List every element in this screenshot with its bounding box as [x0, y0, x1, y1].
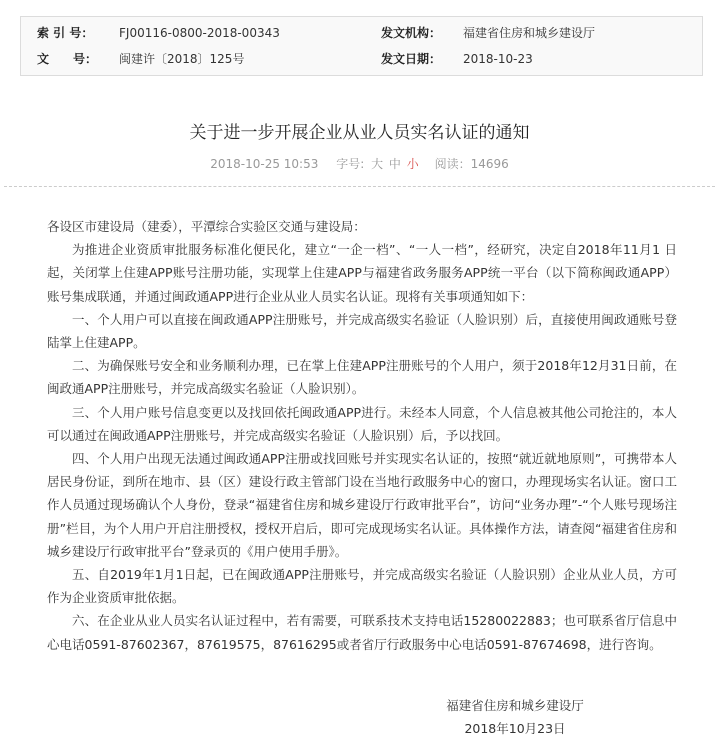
- font-size-small-link[interactable]: 小: [406, 157, 419, 171]
- paragraph-item-3: 三、个人用户账号信息变更以及找回依托闽政通APP进行。未经本人同意，个人信息被其他公司抢注的，本人可以通过在闽政通APP注册账号，并完成高级实名验证（人脸识别）后，予以找回。: [47, 404, 677, 443]
- paragraph-item-4: 四、个人用户出现无法通过闽政通APP注册或找回账号并实现实名认证的，按照“就近就地原则”，可携带本人居民身份证，到所在地市、县（区）建设行政主管部门设在当地行政服务中心的窗口，办理现场实名认证。窗口工作人员通过现场确认个人身份，登录“福建省住房和城乡建设厅行政审批平台”，访问“业务办理”-“个人账号现场注册”栏目，为个人用户开启注册授权，授权开启后，即可完成现场实名认证。具体操作方法，请查阅“福建省住房和城乡建设厅行政审批平台”登录页的《用户使用手册》。: [47, 451, 677, 559]
- header-divider: [4, 186, 715, 187]
- issue-date-label: 发文日期：: [381, 52, 442, 66]
- font-size-control: [328, 157, 423, 171]
- meta-row-2: [21, 45, 702, 73]
- issuing-agency-label: 发文机构：: [381, 26, 442, 40]
- index-number-label: 索 引 号：: [37, 26, 94, 40]
- paragraph-item-1: 一、个人用户可以直接在闽政通APP注册账号，并完成高级实名验证（人脸识别）后，直接使用闽政通账号登陆掌上住建APP。: [47, 311, 677, 351]
- document-number-label: 文 号：: [37, 52, 98, 66]
- paragraph-intro: 为推进企业资质审批服务标准化便民化，建立“一企一档”、“一人一档”，经研究，决定自2018年11月1 日起，关闭掌上住建APP账号注册功能，实现掌上住建APP与福建省政务服务APP统一平台（以下简称闽政通APP）账号集成联通，并通过闽政通APP进行企业从业人员实名认证。现将有关事项通知如下：: [47, 242, 677, 304]
- signature-date: 2018年10月23日: [464, 721, 566, 736]
- document-number-value: 闽建许〔2018〕125号: [119, 52, 245, 66]
- font-size-large-link[interactable]: 大: [371, 157, 384, 171]
- article-body: [47, 215, 677, 656]
- font-size-medium-link[interactable]: 中: [388, 157, 401, 171]
- paragraph-item-5: 五、自2019年1月1日起，已在闽政通APP注册账号，并完成高级实名验证（人脸识别）企业从业人员，方可作为企业资质审批依据。: [47, 567, 677, 606]
- signature-org: 福建省住房和城乡建设厅: [446, 698, 584, 713]
- publish-time: 2018-10-25 10:53: [210, 157, 319, 171]
- meta-row-1: [21, 19, 702, 47]
- paragraph-item-2: 二、为确保账号安全和业务顺利办理，已在掌上住建APP注册账号的个人用户，须于2018年12月31日前，在闽政通APP注册账号，并完成高级实名验证（人脸识别）。: [47, 358, 677, 397]
- paragraph-item-6: 六、在企业从业人员实名认证过程中，若有需要，可联系技术支持电话15280022883；也可联系省厅信息中心电话0591-87602367，87619575，87616295或者省厅行政服务中心电话0591-87674698，进行咨询。: [47, 613, 677, 652]
- salutation: 各设区市建设局（建委），平潭综合实验区交通与建设局：: [47, 219, 366, 234]
- issue-date-value: 2018-10-23: [463, 52, 533, 66]
- article-info-bar: [0, 156, 719, 172]
- signature-block: [420, 694, 610, 740]
- index-number-value: FJ00116-0800-2018-00343: [119, 26, 280, 40]
- view-count: 阅读：14696: [434, 157, 509, 171]
- font-size-label: 字号:: [336, 157, 365, 171]
- issuing-agency-value: 福建省住房和城乡建设厅: [463, 26, 596, 40]
- document-meta-box: [20, 16, 703, 76]
- article-title: 关于进一步开展企业从业人员实名认证的通知: [189, 123, 530, 143]
